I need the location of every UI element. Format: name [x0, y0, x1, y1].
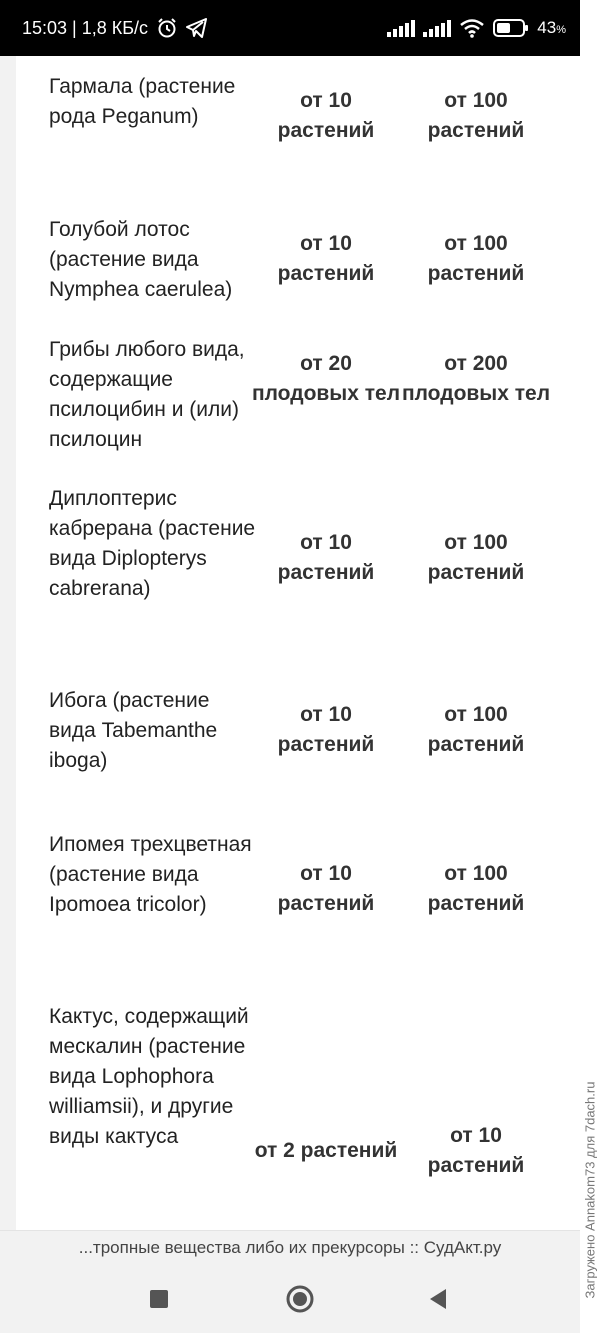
- alarm-icon: [156, 17, 178, 39]
- large-amount: от 100 растений: [427, 531, 525, 584]
- significant-amount: от 2 растений: [254, 1139, 398, 1162]
- large-amount: от 10 растений: [427, 1124, 525, 1177]
- signal-icon: [387, 19, 415, 37]
- large-amount: от 200 плодовых тел: [401, 352, 551, 405]
- circle-icon: [285, 1284, 315, 1314]
- substance-name: Грибы любого вида, содержащие псилоцибин и (или) псилоцин: [49, 338, 245, 451]
- left-gutter: [0, 56, 16, 1230]
- recent-apps-button[interactable]: [142, 1282, 176, 1316]
- back-button[interactable]: [421, 1282, 455, 1316]
- substance-name: Диплоптерис кабрерана (растение вида Diplopterys cabrerana): [49, 487, 256, 600]
- table-row: [16, 684, 580, 784]
- significant-amount: от 20 плодовых тел: [251, 352, 401, 405]
- page-title-text: ...тропные вещества либо их прекурсоры :: СудАкт.ру: [78, 1237, 502, 1257]
- battery-icon: [493, 19, 529, 37]
- triangle-back-icon: [427, 1287, 449, 1311]
- home-button[interactable]: [283, 1282, 317, 1316]
- table-row: [16, 70, 580, 190]
- table-row: [16, 828, 580, 958]
- large-amount: от 100 растений: [427, 89, 525, 142]
- large-amount: от 100 растений: [427, 862, 525, 915]
- significant-amount: от 10 растений: [277, 232, 375, 285]
- table-row: [16, 1000, 580, 1230]
- navigation-bar: [0, 1264, 580, 1333]
- significant-amount: от 10 растений: [277, 531, 375, 584]
- table-row: [16, 333, 580, 463]
- page-content[interactable]: [0, 56, 580, 1230]
- watermark: Загружено Annakom73 для 7dach.ru: [582, 1081, 598, 1299]
- watermark-strip: [580, 0, 600, 1333]
- significant-amount: от 10 растений: [277, 862, 375, 915]
- significant-amount: от 10 растений: [277, 89, 375, 142]
- square-icon: [149, 1289, 169, 1309]
- battery-percent: 43%: [537, 18, 566, 37]
- substance-name: Ибога (растение вида Tabemanthe iboga): [49, 689, 218, 772]
- substance-name: Ипомея трехцветная (растение вида Ipomoea tricolor): [49, 833, 252, 916]
- substance-name: Голубой лотос (растение вида Nymphea caerulea): [49, 218, 233, 301]
- table-row: [16, 213, 580, 313]
- telegram-icon: [186, 18, 208, 38]
- substance-name: Кактус, содержащий мескалин (растение вида Lophophora williamsii), и другие виды кактуса: [49, 1005, 249, 1148]
- wifi-icon: [459, 18, 485, 38]
- significant-amount: от 10 растений: [277, 703, 375, 756]
- status-time-speed: 15:03 | 1,8 КБ/с: [22, 17, 149, 38]
- page-title-bar[interactable]: [0, 1230, 580, 1264]
- large-amount: от 100 растений: [427, 703, 525, 756]
- signal-icon: [423, 19, 451, 37]
- status-bar: [0, 0, 580, 56]
- substance-name: Гармала (растение рода Peganum): [49, 75, 236, 128]
- large-amount: от 100 растений: [427, 232, 525, 285]
- table-row: [16, 482, 580, 642]
